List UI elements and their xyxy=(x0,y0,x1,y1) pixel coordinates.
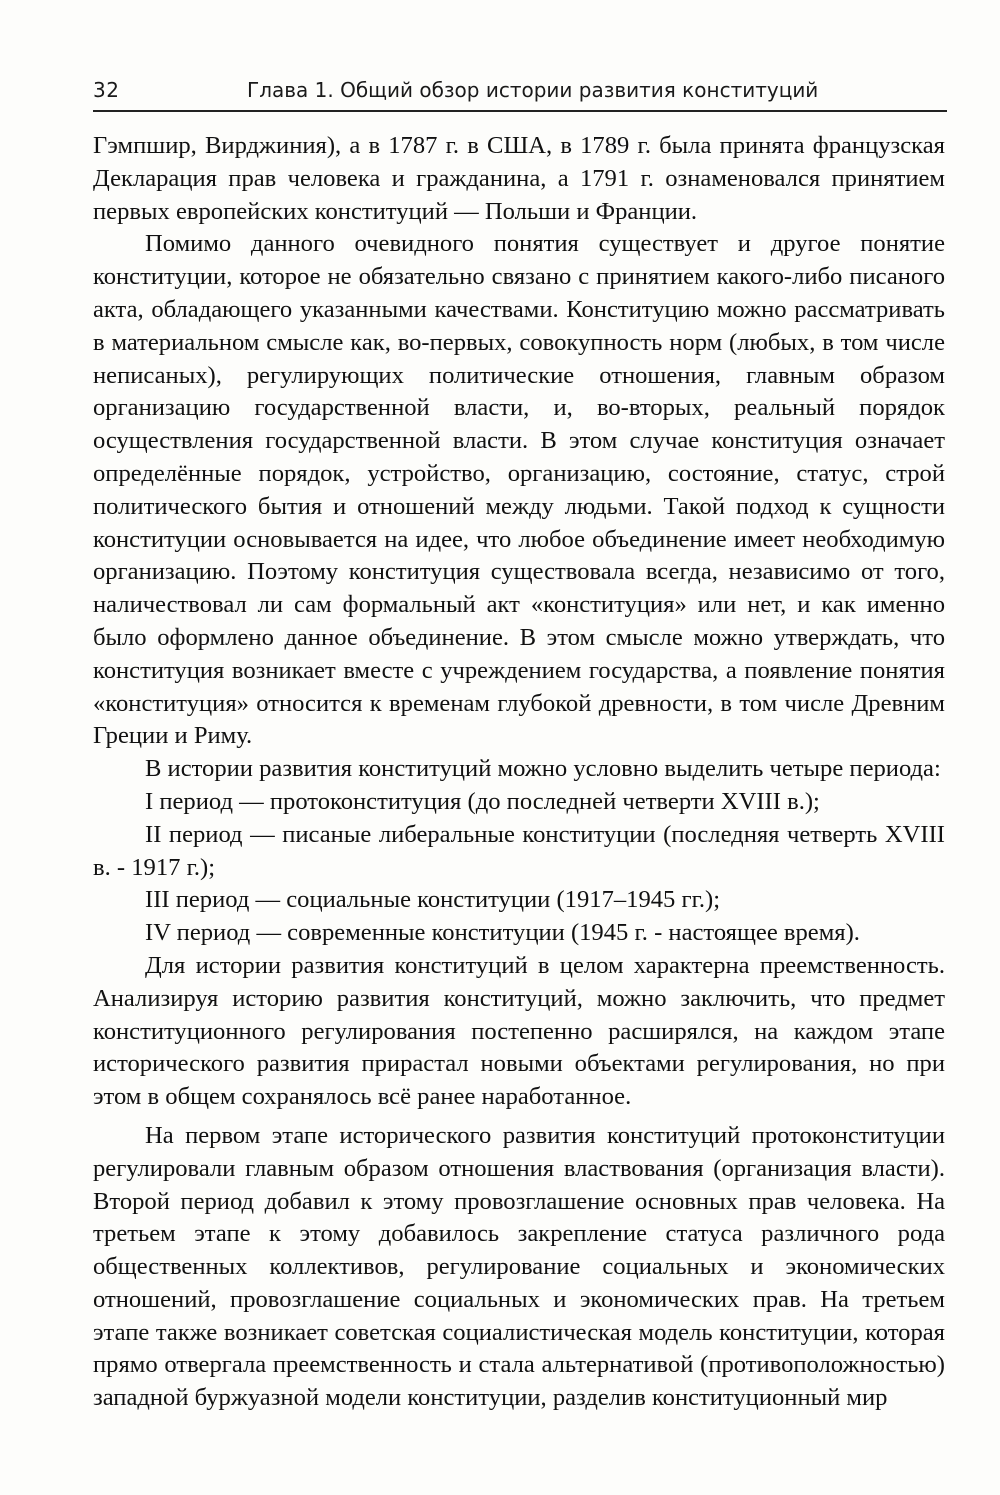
period-1: I период — протоконституция (до последней четверти XVIII в.); xyxy=(145,787,820,815)
paragraph-1: Гэмпшир, Вирджиния), а в 1787 г. в США, в 1789 г. была принята французская Декларация прав человека и гражданина, а 1791 г. ознаменовался принятием первых европейских конституций — Польши и Франции. xyxy=(93,132,945,225)
paragraph-3: В истории развития конституций можно условно выделить четыре периода: xyxy=(145,755,941,783)
period-3: III период — социальные конституции (1917–1945 гг.); xyxy=(145,886,721,914)
running-title: Глава 1. Общий обзор истории развития конституций xyxy=(247,78,819,102)
page-header xyxy=(93,74,947,112)
body-text xyxy=(93,130,945,1415)
paragraph-2: Помимо данного очевидного понятия существует и другое понятие конституции, которое не обязательно связано с принятием какого-либо писаного акта, обладающего указанными качествами. Конституцию можно рассматривать в материальном смысле как, во-первых, совокупность норм (любых, в том числе неписаных), регулирующих политические отношения, главным образом организацию государственной власти, и, во-вторых, реальный порядок осуществления государственной власти. В этом случае конституция означает определённые порядок, устройство, организацию, состояние, статус, строй политического бытия и отношений между людьми. Такой подход к сущности конституции основывается на идее, что любое объединение имеет необходимую организацию. Поэтому конституция существовала всегда, независимо от того, наличествовал ли сам формальный акт «конституция» или нет, и как именно было оформлено данное объединение. В этом смысле можно утверждать, что конституция возникает вместе с учреждением государства, а появление понятия «конституция» относится к временам глубокой древности, в том числе Древним Греции и Риму. xyxy=(93,230,945,750)
paragraph-5: На первом этапе исторического развития конституций протоконституции регулировали главным образом отношения властвования (организация власти). Второй период добавил к этому провозглашение основных прав человека. На третьем этапе к этому добавилось закрепление статуса различного рода общественных коллективов, регулирование социальных и экономических отношений, провозглашение социальных и экономических прав. На третьем этапе также возникает советская социалистическая модель конституции, которая прямо отвергала преемственность и стала альтернативой (противоположностью) западной буржуазной модели конституции, разделив конституционный мир xyxy=(93,1121,945,1412)
period-2: II период — писаные либеральные конституции (последняя четверть XVIII в. - 1917 г.); xyxy=(93,820,945,881)
period-4: IV период — современные конституции (1945 г. - настоящее время). xyxy=(145,919,860,947)
page-number: 32 xyxy=(93,78,120,102)
paragraph-4: Для истории развития конституций в целом характерна преемственность. Анализируя историю развития конституций, можно заключить, что предмет конституционного регулирования постепенно расширялся, на каждом этапе исторического развития прирастал новыми объектами регулирования, но при этом в общем сохранялось всё ранее наработанное. xyxy=(93,951,945,1111)
